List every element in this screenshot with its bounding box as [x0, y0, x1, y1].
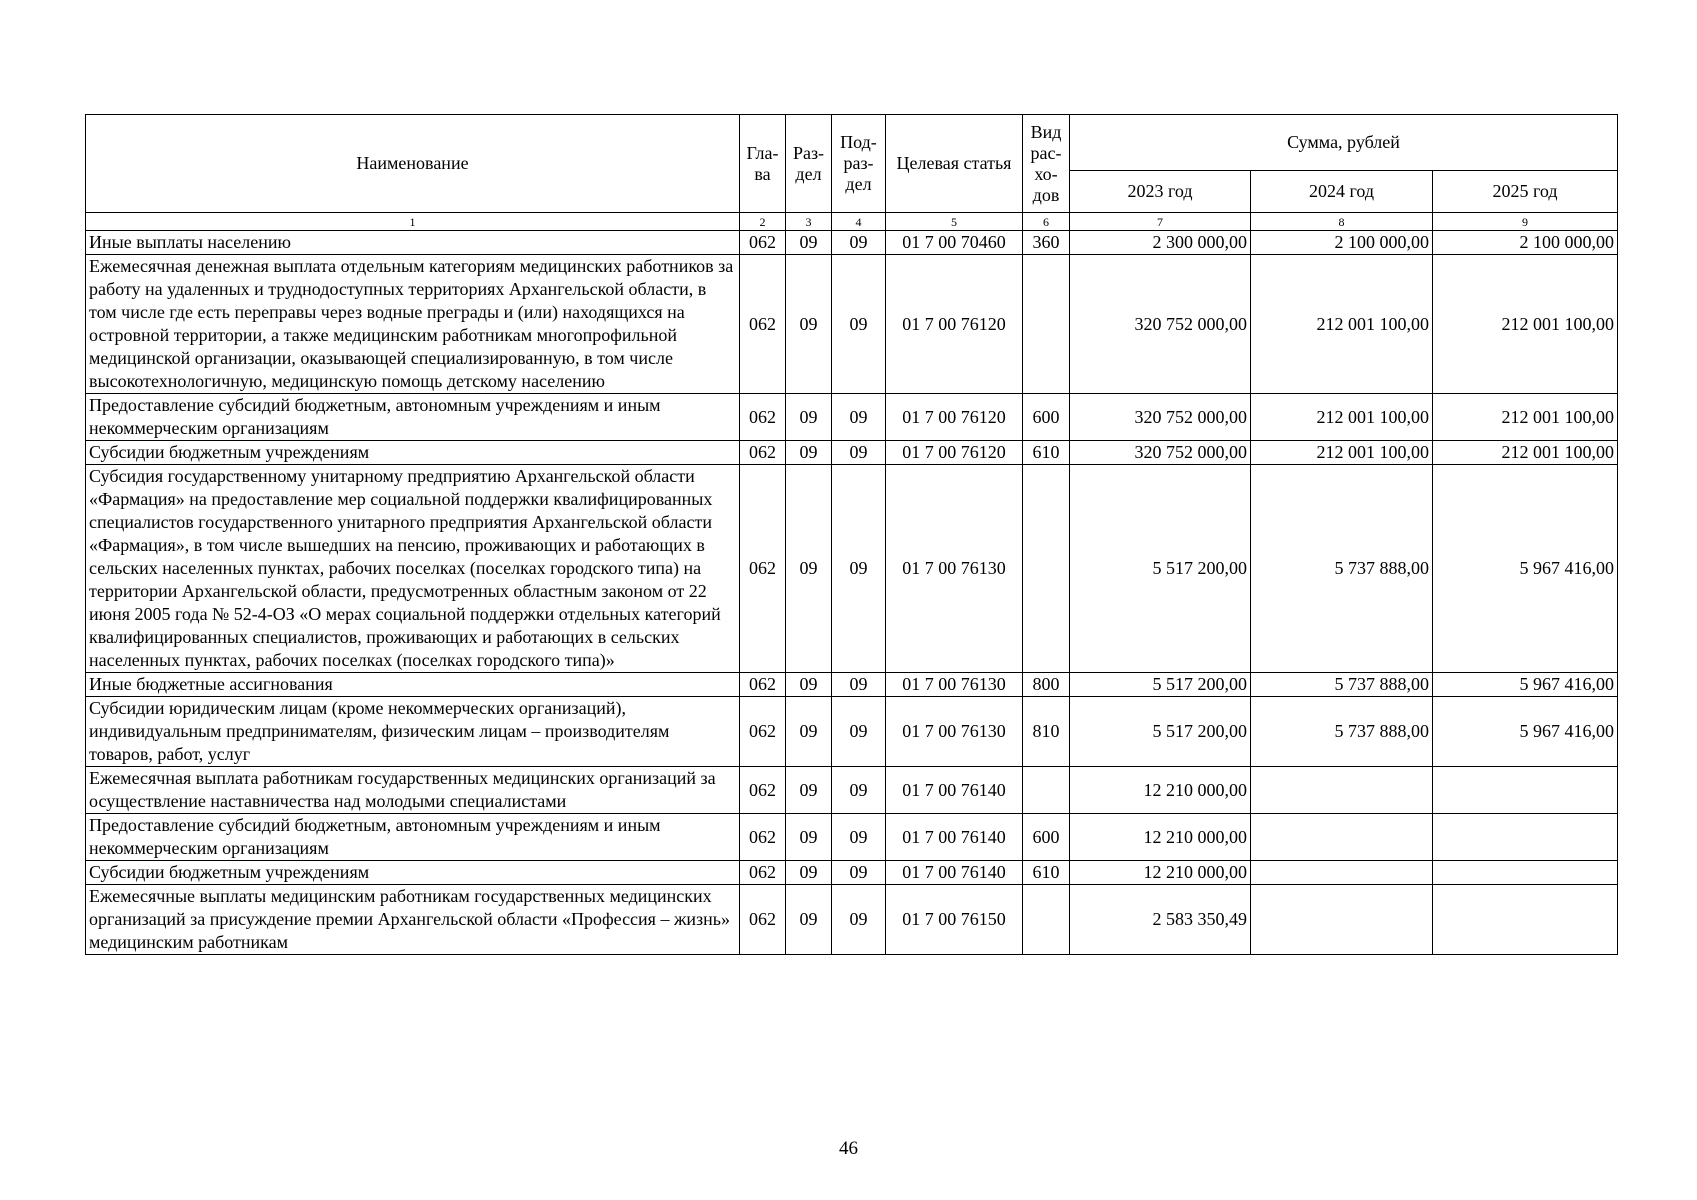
row-celevaya-statya: 01 7 00 76130 — [886, 673, 1023, 697]
column-numbers-row — [86, 213, 1618, 231]
table-row — [86, 255, 1618, 394]
table-row — [86, 231, 1618, 255]
row-celevaya-statya: 01 7 00 76130 — [886, 697, 1023, 767]
row-razdel: 09 — [786, 255, 832, 394]
header-vid-rashodov: Вид рас- хо- дов — [1023, 115, 1070, 213]
row-podrazdel: 09 — [832, 697, 886, 767]
row-glava: 062 — [740, 861, 786, 885]
column-number: 4 — [832, 213, 886, 231]
row-celevaya-statya: 01 7 00 76130 — [886, 465, 1023, 673]
row-sum-2023: 320 752 000,00 — [1070, 441, 1251, 465]
row-name: Иные бюджетные ассигнования — [86, 673, 740, 697]
header-year-2025: 2025 год — [1433, 171, 1618, 213]
table-row — [86, 465, 1618, 673]
row-vid-rashodov: 610 — [1023, 441, 1070, 465]
page-number: 46 — [839, 1138, 858, 1159]
row-razdel: 09 — [786, 441, 832, 465]
row-name: Ежемесячные выплаты медицинским работникам государственных медицинских организаций за присуждение премии Архангельской области «Профессия – жизнь» медицинским работникам — [86, 885, 740, 955]
row-glava: 062 — [740, 255, 786, 394]
header-celevaya-statya: Целевая статья — [886, 115, 1023, 213]
table-row — [86, 394, 1618, 441]
row-sum-2024: 212 001 100,00 — [1251, 255, 1433, 394]
row-sum-2025 — [1433, 767, 1618, 814]
header-name: Наименование — [86, 115, 740, 213]
row-vid-rashodov — [1023, 465, 1070, 673]
row-sum-2024: 212 001 100,00 — [1251, 394, 1433, 441]
row-glava: 062 — [740, 394, 786, 441]
row-sum-2025: 5 967 416,00 — [1433, 465, 1618, 673]
row-podrazdel: 09 — [832, 885, 886, 955]
column-number: 3 — [786, 213, 832, 231]
row-glava: 062 — [740, 885, 786, 955]
row-celevaya-statya: 01 7 00 76140 — [886, 767, 1023, 814]
table-row — [86, 885, 1618, 955]
row-celevaya-statya: 01 7 00 76120 — [886, 441, 1023, 465]
header-summa: Сумма, рублей — [1070, 115, 1618, 171]
table-row — [86, 814, 1618, 861]
row-sum-2025: 212 001 100,00 — [1433, 255, 1618, 394]
row-razdel: 09 — [786, 767, 832, 814]
row-glava: 062 — [740, 814, 786, 861]
row-vid-rashodov: 600 — [1023, 394, 1070, 441]
row-vid-rashodov — [1023, 255, 1070, 394]
row-sum-2025: 5 967 416,00 — [1433, 673, 1618, 697]
row-glava: 062 — [740, 465, 786, 673]
row-name: Субсидии бюджетным учреждениям — [86, 441, 740, 465]
row-sum-2023: 320 752 000,00 — [1070, 255, 1251, 394]
row-razdel: 09 — [786, 394, 832, 441]
row-glava: 062 — [740, 673, 786, 697]
row-podrazdel: 09 — [832, 394, 886, 441]
row-glava: 062 — [740, 767, 786, 814]
column-number: 2 — [740, 213, 786, 231]
row-sum-2023: 5 517 200,00 — [1070, 697, 1251, 767]
budget-table — [85, 114, 1618, 955]
column-number: 6 — [1023, 213, 1070, 231]
row-glava: 062 — [740, 441, 786, 465]
row-razdel: 09 — [786, 673, 832, 697]
row-name: Ежемесячная выплата работникам государственных медицинских организаций за осуществление наставничества над молодыми специалистами — [86, 767, 740, 814]
row-vid-rashodov — [1023, 885, 1070, 955]
row-celevaya-statya: 01 7 00 76140 — [886, 861, 1023, 885]
row-sum-2025: 212 001 100,00 — [1433, 394, 1618, 441]
row-sum-2023: 5 517 200,00 — [1070, 465, 1251, 673]
row-sum-2023: 12 210 000,00 — [1070, 814, 1251, 861]
row-name: Ежемесячная денежная выплата отдельным категориям медицинских работников за работу на удаленных и труднодоступных территориях Архангельской области, в том числе где есть переправы через водные преграды и (или) находящихся на островной территории, а также медицинским работникам многопрофильной медицинской организации, оказывающей специализированную, в том числе высокотехнологичную, медицинскую помощь детскому населению — [86, 255, 740, 394]
row-celevaya-statya: 01 7 00 70460 — [886, 231, 1023, 255]
row-sum-2023: 12 210 000,00 — [1070, 767, 1251, 814]
row-sum-2024: 2 100 000,00 — [1251, 231, 1433, 255]
row-sum-2023: 12 210 000,00 — [1070, 861, 1251, 885]
row-sum-2024 — [1251, 861, 1433, 885]
row-podrazdel: 09 — [832, 814, 886, 861]
header-year-2023: 2023 год — [1070, 171, 1251, 213]
row-glava: 062 — [740, 697, 786, 767]
column-number: 8 — [1251, 213, 1433, 231]
table-row — [86, 767, 1618, 814]
header-year-2024: 2024 год — [1251, 171, 1433, 213]
row-podrazdel: 09 — [832, 861, 886, 885]
row-vid-rashodov: 810 — [1023, 697, 1070, 767]
row-razdel: 09 — [786, 814, 832, 861]
row-vid-rashodov: 360 — [1023, 231, 1070, 255]
row-razdel: 09 — [786, 861, 832, 885]
row-sum-2025 — [1433, 885, 1618, 955]
row-name: Субсидия государственному унитарному предприятию Архангельской области «Фармация» на предоставление мер социальной поддержки квалифицированных специалистов государственного унитарного предприятия Архангельской области «Фармация», в том числе вышедших на пенсию, проживающих и работающих в сельских населенных пунктах, рабочих поселках (поселках городского типа) на территории Архангельской области, предусмотренных областным законом от 22 июня 2005 года № 52-4-ОЗ «О мерах социальной поддержки отдельных категорий квалифицированных специалистов, проживающих и работающих в сельских населенных пунктах, рабочих поселках (поселках городского типа)» — [86, 465, 740, 673]
row-vid-rashodov — [1023, 767, 1070, 814]
row-celevaya-statya: 01 7 00 76140 — [886, 814, 1023, 861]
column-number: 5 — [886, 213, 1023, 231]
row-sum-2024 — [1251, 885, 1433, 955]
row-celevaya-statya: 01 7 00 76120 — [886, 394, 1023, 441]
row-razdel: 09 — [786, 885, 832, 955]
column-number: 7 — [1070, 213, 1251, 231]
row-podrazdel: 09 — [832, 255, 886, 394]
row-sum-2025 — [1433, 814, 1618, 861]
row-sum-2023: 320 752 000,00 — [1070, 394, 1251, 441]
table-row — [86, 673, 1618, 697]
row-glava: 062 — [740, 231, 786, 255]
row-sum-2025: 2 100 000,00 — [1433, 231, 1618, 255]
row-podrazdel: 09 — [832, 441, 886, 465]
row-sum-2025 — [1433, 861, 1618, 885]
table-row — [86, 697, 1618, 767]
table-row — [86, 441, 1618, 465]
row-razdel: 09 — [786, 465, 832, 673]
column-number: 9 — [1433, 213, 1618, 231]
row-name: Субсидии бюджетным учреждениям — [86, 861, 740, 885]
row-celevaya-statya: 01 7 00 76150 — [886, 885, 1023, 955]
row-sum-2024: 212 001 100,00 — [1251, 441, 1433, 465]
table-row — [86, 861, 1618, 885]
header-glava: Гла- ва — [740, 115, 786, 213]
row-sum-2025: 212 001 100,00 — [1433, 441, 1618, 465]
row-sum-2023: 2 583 350,49 — [1070, 885, 1251, 955]
row-vid-rashodov: 600 — [1023, 814, 1070, 861]
header-razdel: Раз- дел — [786, 115, 832, 213]
row-vid-rashodov: 610 — [1023, 861, 1070, 885]
row-podrazdel: 09 — [832, 767, 886, 814]
table-body — [86, 213, 1618, 955]
column-number: 1 — [86, 213, 740, 231]
row-name: Субсидии юридическим лицам (кроме некоммерческих организаций), индивидуальным предпринимателям, физическим лицам – производителям товаров, работ, услуг — [86, 697, 740, 767]
row-sum-2023: 2 300 000,00 — [1070, 231, 1251, 255]
row-sum-2024: 5 737 888,00 — [1251, 697, 1433, 767]
row-podrazdel: 09 — [832, 231, 886, 255]
row-podrazdel: 09 — [832, 673, 886, 697]
row-sum-2024 — [1251, 767, 1433, 814]
row-sum-2023: 5 517 200,00 — [1070, 673, 1251, 697]
row-celevaya-statya: 01 7 00 76120 — [886, 255, 1023, 394]
row-vid-rashodov: 800 — [1023, 673, 1070, 697]
row-sum-2024: 5 737 888,00 — [1251, 465, 1433, 673]
table-header — [86, 115, 1618, 213]
row-name: Предоставление субсидий бюджетным, автономным учреждениям и иным некоммерческим организациям — [86, 394, 740, 441]
row-sum-2024 — [1251, 814, 1433, 861]
header-podrazdel: Под- раз- дел — [832, 115, 886, 213]
row-sum-2024: 5 737 888,00 — [1251, 673, 1433, 697]
row-sum-2025: 5 967 416,00 — [1433, 697, 1618, 767]
row-razdel: 09 — [786, 697, 832, 767]
row-podrazdel: 09 — [832, 465, 886, 673]
row-name: Предоставление субсидий бюджетным, автономным учреждениям и иным некоммерческим организациям — [86, 814, 740, 861]
row-razdel: 09 — [786, 231, 832, 255]
row-name: Иные выплаты населению — [86, 231, 740, 255]
